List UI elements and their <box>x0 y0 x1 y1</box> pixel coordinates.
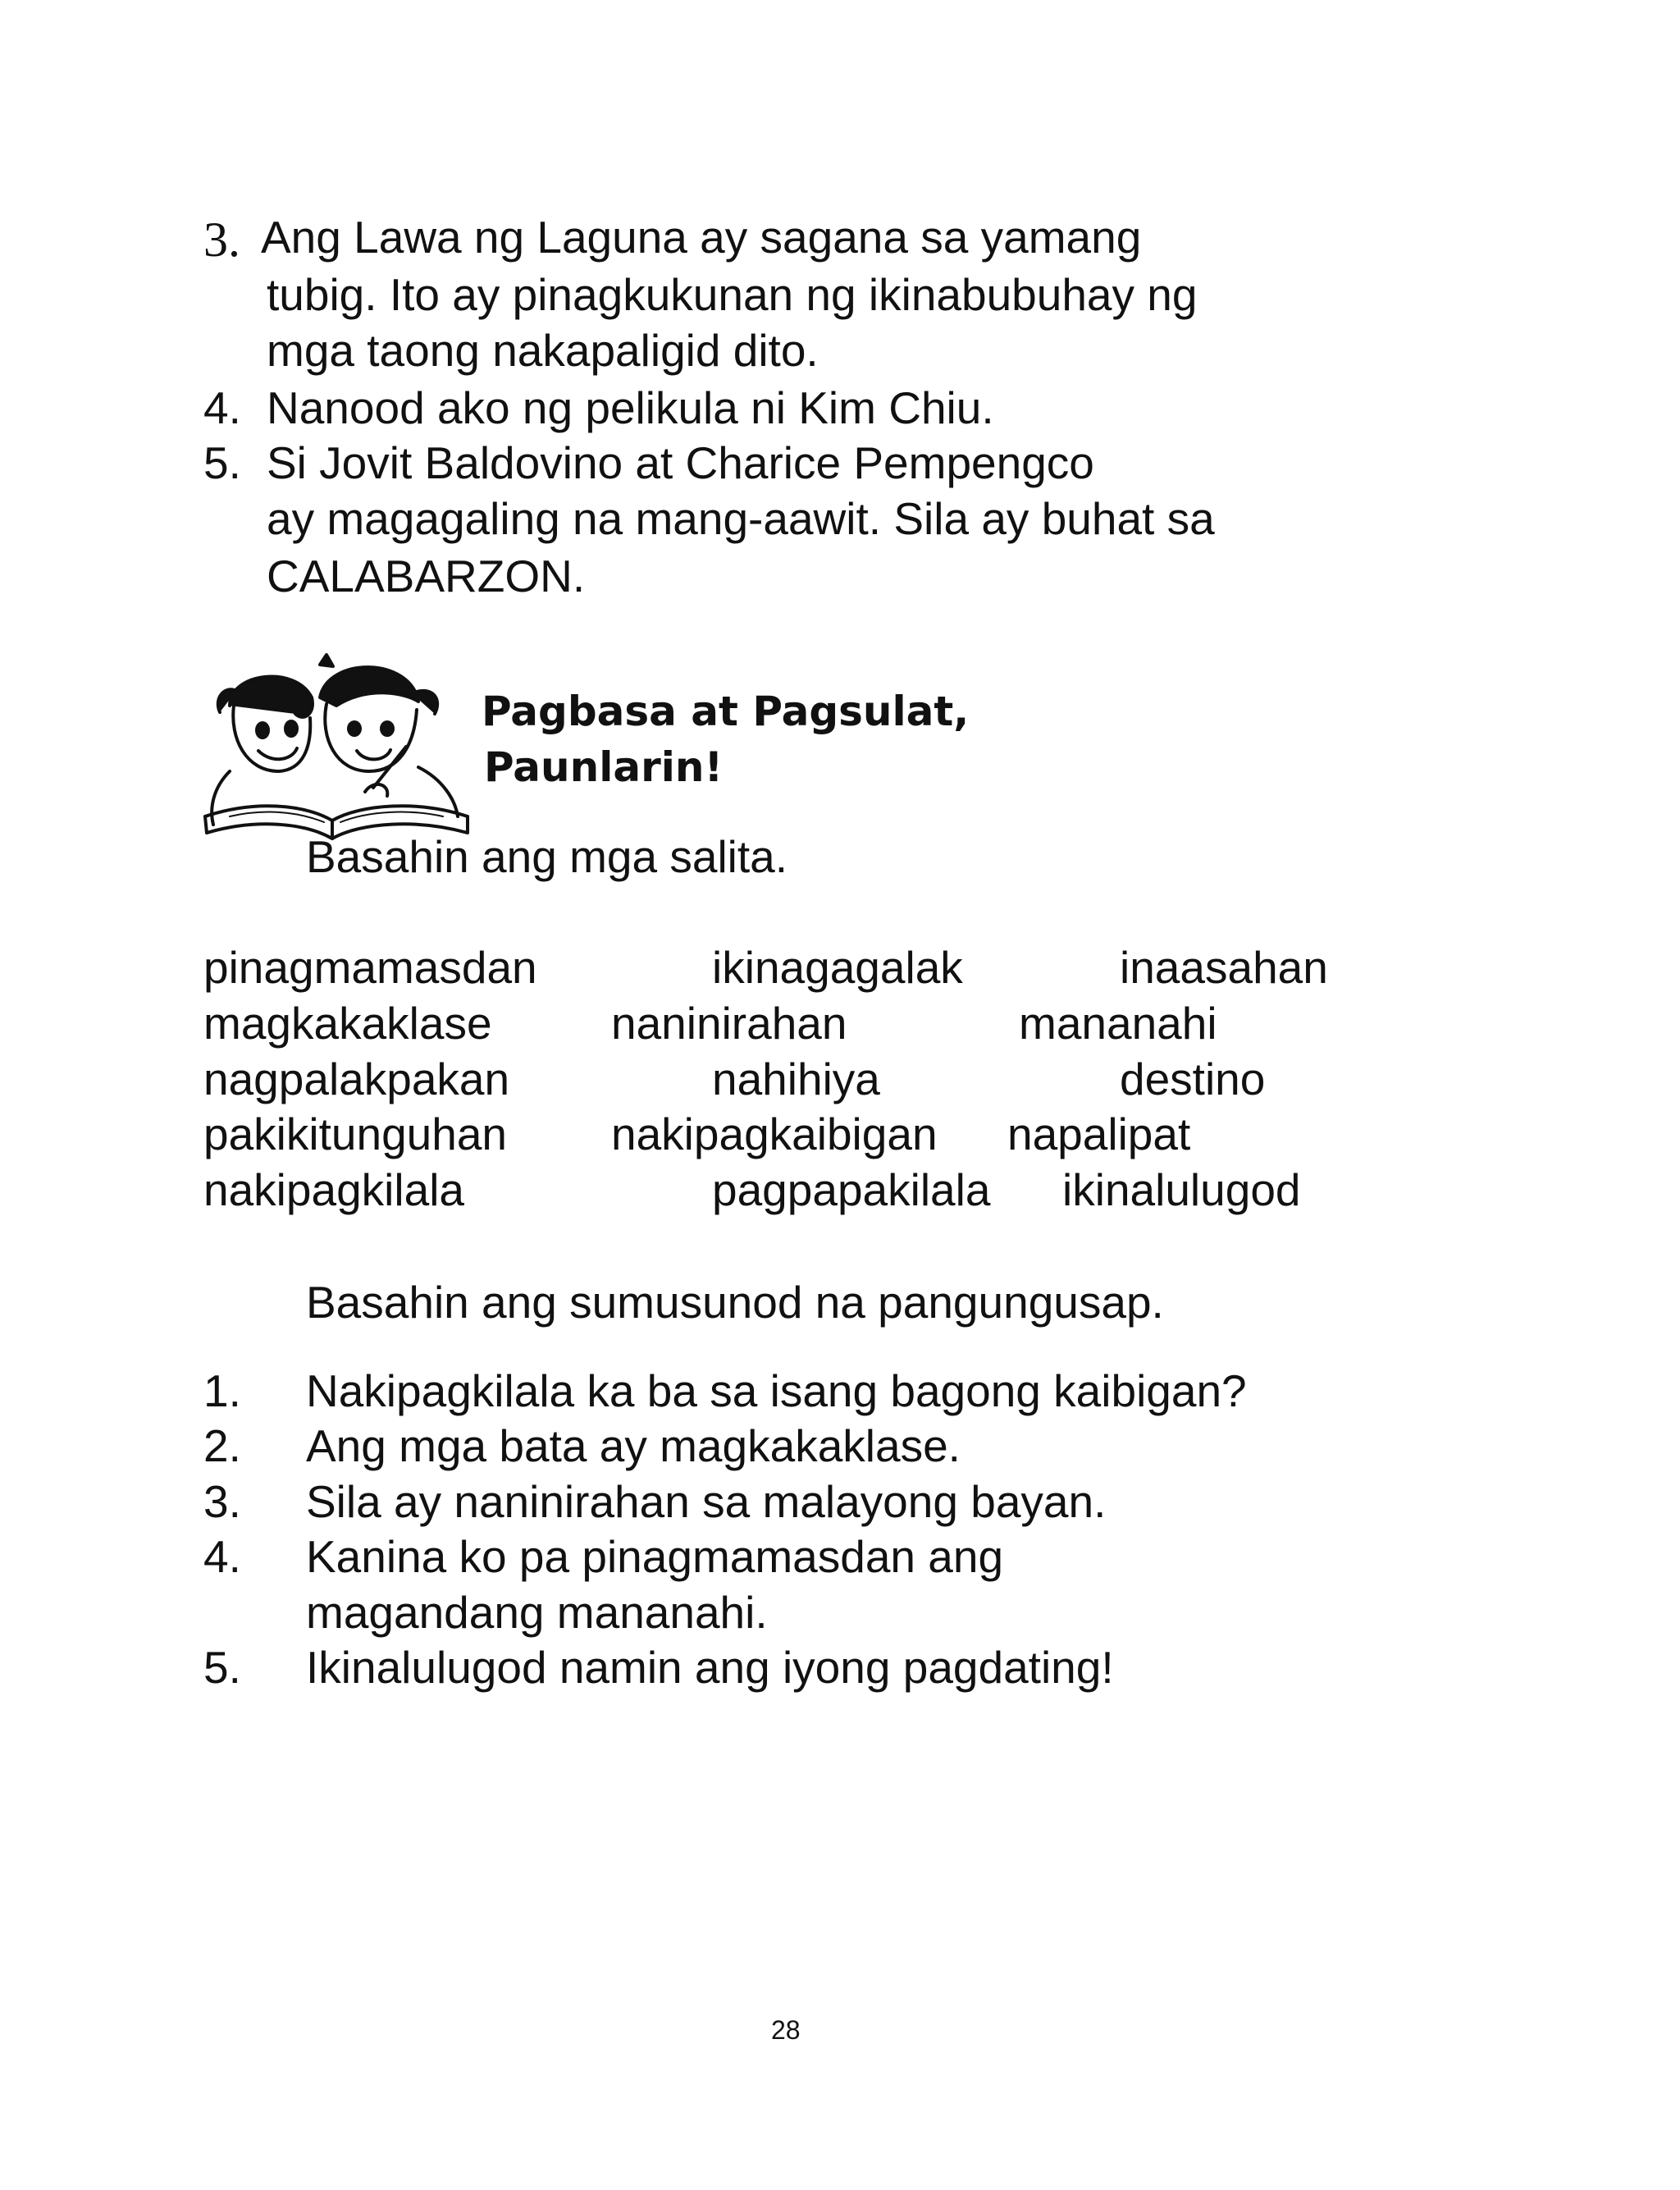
word-cell: ikinagagalak <box>712 942 963 993</box>
list-item-text: tubig. Ito ay pinagkukunan ng ikinabubuhay ng <box>267 269 1198 320</box>
section-heading: Paunlarin! <box>484 743 724 791</box>
sentence-text: Ikinalulugod namin ang iyong pagdating! <box>306 1642 1114 1693</box>
list-number: 5. <box>203 437 241 488</box>
list-number: 3. <box>203 213 240 267</box>
word-cell: nagpalakpakan <box>203 1054 510 1104</box>
sentence-number: 1. <box>203 1365 241 1416</box>
word-cell: ikinalulugod <box>1062 1164 1301 1215</box>
list-item-text: Nanood ako ng pelikula ni Kim Chiu. <box>267 382 994 433</box>
word-cell: naninirahan <box>611 998 847 1049</box>
word-cell: nakipagkilala <box>203 1164 464 1215</box>
word-cell: nahihiya <box>712 1054 880 1104</box>
list-number: 4. <box>203 382 241 433</box>
list-item-text: Si Jovit Baldovino at Charice Pempengco <box>267 437 1094 488</box>
word-cell: mananahi <box>1019 998 1217 1049</box>
children-reading-book-icon <box>197 648 476 845</box>
sentence-text: magandang mananahi. <box>306 1587 768 1638</box>
list-item-text: CALABARZON. <box>267 551 586 601</box>
sentence-number: 4. <box>203 1531 241 1582</box>
sentence-text: Kanina ko pa pinagmamasdan ang <box>306 1531 1004 1582</box>
list-item-text: ay magagaling na mang-aawit. Sila ay buhat sa <box>267 493 1215 544</box>
list-item-text: mga taong nakapaligid dito. <box>267 325 819 376</box>
word-cell: pinagmamasdan <box>203 942 537 993</box>
word-cell: pakikitunguhan <box>203 1109 508 1159</box>
sentence-text: Sila ay naninirahan sa malayong bayan. <box>306 1476 1107 1527</box>
sentence-text: Nakipagkilala ka ba sa isang bagong kaibigan? <box>306 1365 1247 1416</box>
word-cell: magkakaklase <box>203 998 492 1049</box>
page-number: 28 <box>771 2015 801 2045</box>
instruction-text: Basahin ang sumusunod na pangungusap. <box>306 1277 1164 1328</box>
word-cell: napalipat <box>1007 1109 1191 1159</box>
instruction-text: Basahin ang mga salita. <box>306 831 788 882</box>
word-cell: inaasahan <box>1120 942 1328 993</box>
list-item-text: Ang Lawa ng Laguna ay sagana sa yamang <box>261 212 1142 263</box>
section-heading: Pagbasa at Pagsulat, <box>482 688 970 735</box>
sentence-number: 5. <box>203 1642 241 1693</box>
word-cell: destino <box>1120 1054 1266 1104</box>
sentence-number: 3. <box>203 1476 241 1527</box>
sentence-number: 2. <box>203 1420 241 1471</box>
word-cell: nakipagkaibigan <box>611 1109 938 1159</box>
sentence-text: Ang mga bata ay magkakaklase. <box>306 1420 961 1471</box>
word-cell: pagpapakilala <box>712 1164 991 1215</box>
